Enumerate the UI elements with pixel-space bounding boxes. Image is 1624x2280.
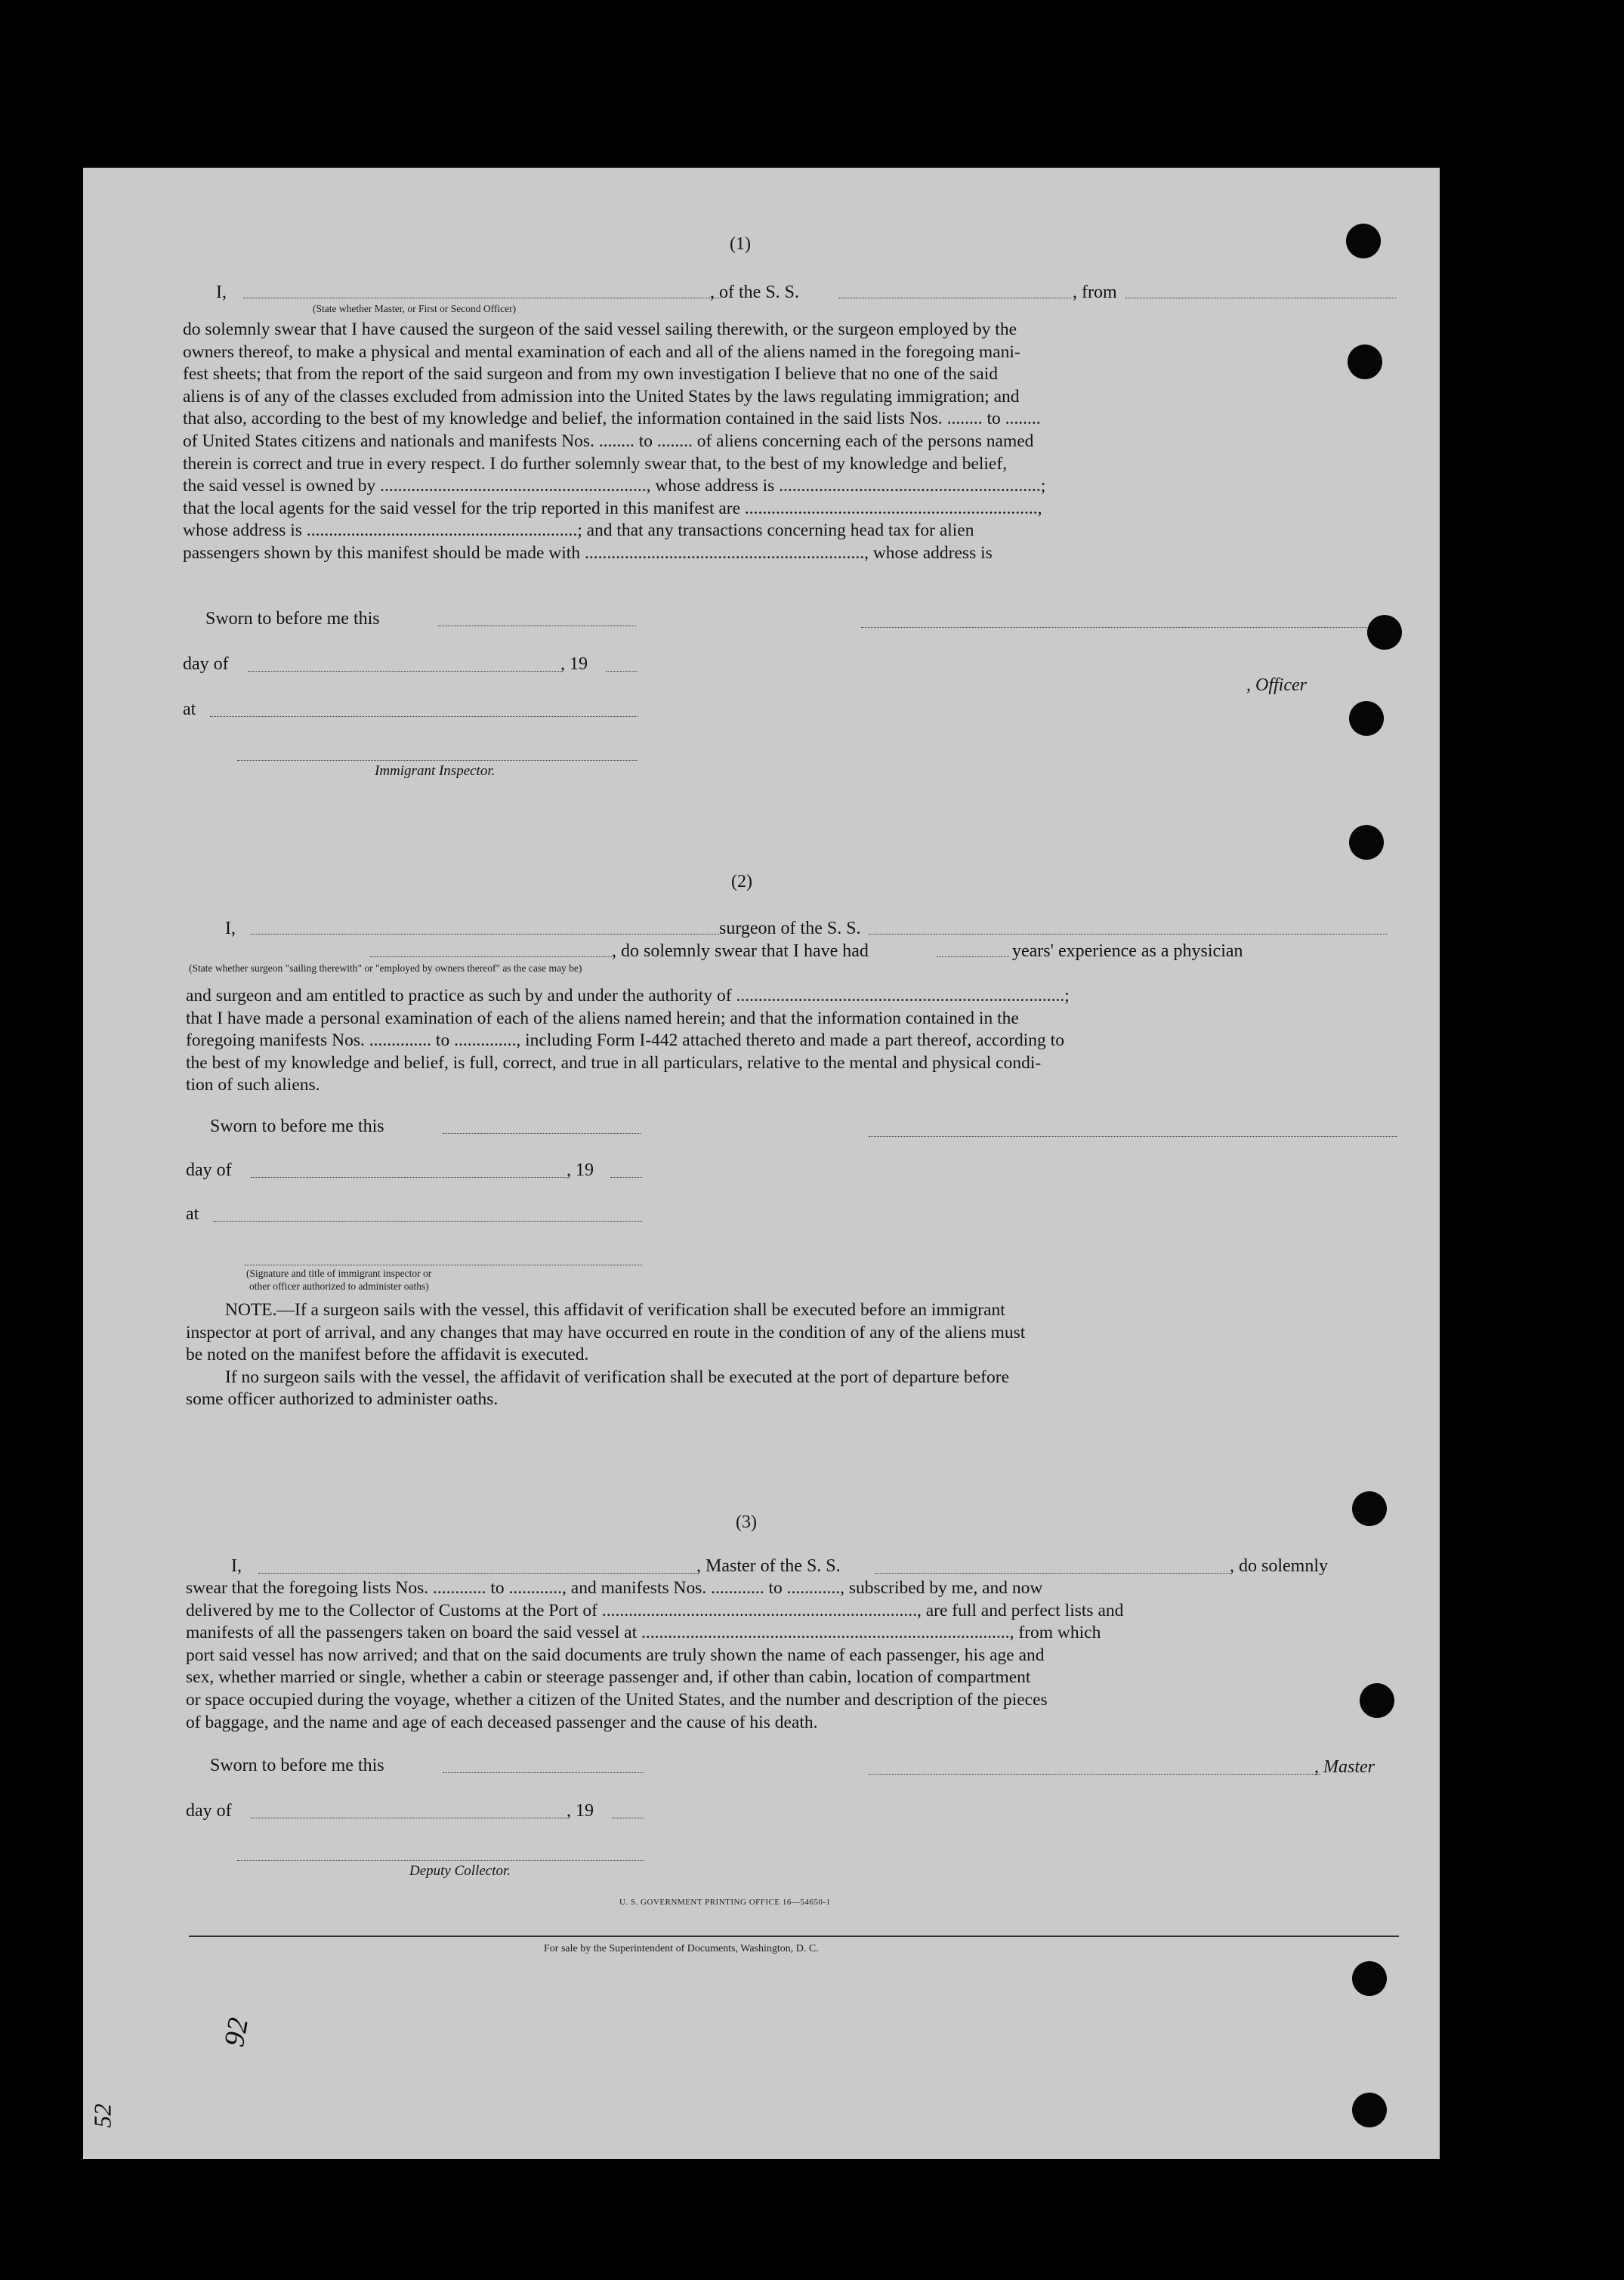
- section-1-at-label: at: [183, 700, 196, 719]
- section-2-year: , 19: [567, 1160, 594, 1180]
- oath-line: do solemnly swear that I have caused the surgeon of the said vessel sailing therewith, or the surgeon employed by the: [183, 320, 1017, 339]
- oath-line: aliens is of any of the classes excluded from admission into the United States by the laws regulating immigration; and: [183, 386, 1020, 406]
- for-sale-line: For sale by the Superintendent of Documents, Washington, D. C.: [544, 1943, 819, 1954]
- binder-hole: [1352, 1961, 1387, 1996]
- surgeon-name-line: [251, 934, 719, 935]
- handwritten-page-number: 92: [218, 2015, 255, 2050]
- oath-line: of baggage, and the name and age of each deceased passenger and the cause of his death.: [186, 1712, 818, 1732]
- oath-line: swear that the foregoing lists Nos. ............ to ............, and manifests Nos. ............ to ............, subscribed by me, and now: [186, 1578, 1043, 1598]
- oath-line: port said vessel has now arrived; and that on the said documents are truly shown the name of each passenger, his age and: [186, 1645, 1045, 1665]
- oath-line: tion of such aliens.: [186, 1075, 320, 1095]
- section-2-surgeon-of: surgeon of the S. S.: [719, 919, 861, 938]
- deputy-signature-line: [237, 1860, 644, 1861]
- oath-line: owners thereof, to make a physical and mental examination of each and all of the aliens named in the foregoing mani-: [183, 341, 1020, 362]
- oath-line: that also, according to the best of my knowledge and belief, the information contained in the said lists Nos. ........ to ........: [183, 409, 1041, 429]
- immigrant-inspector-label: Immigrant Inspector.: [375, 763, 496, 779]
- binder-hole: [1349, 701, 1384, 736]
- day-line-2: [251, 1177, 567, 1178]
- signature-note-line-1: (Signature and title of immigrant inspector or: [246, 1268, 432, 1279]
- section-3-master-of: , Master of the S. S.: [696, 1556, 841, 1576]
- section-2-i: I,: [225, 919, 236, 938]
- section-3-year: , 19: [567, 1801, 594, 1821]
- inspector-signature-line: [237, 760, 638, 761]
- binder-hole: [1348, 344, 1382, 379]
- oath-line: the best of my knowledge and belief, is full, correct, and true in all particulars, relative to the mental and physical condi-: [186, 1052, 1042, 1073]
- note-line: NOTE.—If a surgeon sails with the vessel, this affidavit of verification shall be executed before an immigrant: [225, 1300, 1005, 1320]
- section-1-year: , 19: [560, 654, 588, 674]
- section-3-oath-text: [186, 1577, 1399, 1734]
- section-3-day-label: day of: [186, 1801, 232, 1821]
- oath-line: and surgeon and am entitled to practice as such by and under the authority of ..........................................................................;: [186, 986, 1070, 1006]
- officer-label: , Officer: [1246, 675, 1307, 695]
- printing-office-line: U. S. GOVERNMENT PRINTING OFFICE 16—54650-1: [619, 1898, 831, 1907]
- ship-name-line-3: [875, 1573, 1230, 1574]
- section-1-heading: (1): [730, 234, 751, 254]
- section-2-sworn-label: Sworn to before me this: [210, 1117, 384, 1136]
- manifest-form-page: [83, 168, 1440, 2159]
- master-label: , Master: [1314, 1757, 1375, 1777]
- section-1-oath-text: [183, 319, 1391, 565]
- day-line: [248, 671, 560, 672]
- binder-hole: [1352, 2093, 1387, 2127]
- section-1-sworn-label: Sworn to before me this: [205, 609, 380, 629]
- binder-hole: [1352, 1491, 1387, 1526]
- years-line: [937, 956, 1009, 957]
- ship-name-line-2: [869, 934, 1387, 935]
- oath-line: passengers shown by this manifest should be made with ..............................................................., whose address is: [183, 542, 993, 563]
- note-line: be noted on the manifest before the affidavit is executed.: [186, 1345, 589, 1365]
- note-line: inspector at port of arrival, and any changes that may have occurred en route in the condition of any of the aliens must: [186, 1322, 1026, 1342]
- section-1-i: I,: [216, 283, 227, 302]
- oath-line: that I have made a personal examination of each of the aliens named herein; and that the information contained in the: [186, 1008, 1019, 1028]
- section-2-day-label: day of: [186, 1160, 232, 1180]
- section-2-years: years' experience as a physician: [1012, 941, 1243, 961]
- oath-line: or space occupied during the voyage, whether a citizen of the United States, and the number and description of the pieces: [186, 1689, 1048, 1710]
- surgeon-affidavit-note: [186, 1299, 1399, 1411]
- note-line: some officer authorized to administer oaths.: [186, 1389, 499, 1410]
- section-1-of-ss: , of the S. S.: [710, 283, 800, 302]
- oath-line: sex, whether married or single, whether a cabin or steerage passenger and, if other than cabin, location of compartment: [186, 1667, 1031, 1688]
- surgeon-signature-line: [869, 1136, 1397, 1137]
- deputy-collector-label: Deputy Collector.: [409, 1863, 511, 1879]
- section-2-oath-text: [186, 985, 1399, 1097]
- oath-line: that the local agents for the said vessel for the trip reported in this manifest are ..................................................................,: [183, 498, 1042, 518]
- binder-hole: [1360, 1683, 1394, 1718]
- oath-line: of United States citizens and nationals and manifests Nos. ........ to ........ of aliens concerning each of the persons named: [183, 431, 1034, 451]
- note-line: If no surgeon sails with the vessel, the affidavit of verification shall be executed at the port of departure before: [225, 1367, 1009, 1387]
- master-name-line-2: [258, 1573, 696, 1574]
- oath-line: fest sheets; that from the report of the said surgeon and from my own investigation I believe that no one of the said: [183, 364, 998, 385]
- sworn-date-line-2: [443, 1133, 641, 1134]
- section-3-heading: (3): [736, 1512, 757, 1532]
- at-line: [210, 716, 638, 717]
- section-1-from: , from: [1073, 283, 1117, 302]
- oath-line: foregoing manifests Nos. .............. to .............., including Form I-442 attached thereto and made a part thereof, according to: [186, 1030, 1064, 1051]
- officer-rank-note: (State whether Master, or First or Second Officer): [313, 303, 517, 314]
- handwritten-corner-mark: 52: [88, 2103, 116, 2128]
- oath-line: therein is correct and true in every respect. I do further solemnly swear that, to the best of my knowledge and belief,: [183, 453, 1008, 474]
- section-2-heading: (2): [731, 872, 752, 891]
- binder-hole: [1349, 825, 1384, 860]
- footer-rule: [189, 1936, 1399, 1937]
- binder-hole: [1346, 224, 1381, 258]
- signature-note-line-2: other officer authorized to administer oaths): [249, 1281, 429, 1292]
- section-2-do-solemnly: , do solemnly swear that I have had: [612, 941, 869, 961]
- oath-line: delivered by me to the Collector of Customs at the Port of ......................................................................., are full and perfect lists and: [186, 1600, 1124, 1620]
- section-3-do-solemnly: , do solemnly: [1230, 1556, 1328, 1576]
- section-1-day-label: day of: [183, 654, 229, 674]
- section-3-i: I,: [231, 1556, 242, 1576]
- section-3-sworn-label: Sworn to before me this: [210, 1756, 384, 1775]
- year-line-2: [610, 1177, 642, 1178]
- at-line-2: [213, 1221, 642, 1222]
- oath-line: manifests of all the passengers taken on board the said vessel at ..................................................................................., from which: [186, 1623, 1101, 1643]
- oath-line: the said vessel is owned by ............................................................, whose address is ...........................................................;: [183, 476, 1046, 496]
- master-signature-line: [869, 1774, 1320, 1775]
- surgeon-status-line: [370, 956, 612, 957]
- year-line: [606, 671, 638, 672]
- surgeon-status-note: (State whether surgeon "sailing therewith" or "employed by owners thereof" as the case may be): [189, 962, 582, 974]
- officer-signature-line: [861, 627, 1396, 628]
- sworn-date-line-3: [443, 1772, 644, 1773]
- binder-hole: [1367, 615, 1402, 650]
- section-2-at-label: at: [186, 1204, 199, 1224]
- oath-line: whose address is .............................................................; and that any transactions concerning head tax for alien: [183, 521, 974, 541]
